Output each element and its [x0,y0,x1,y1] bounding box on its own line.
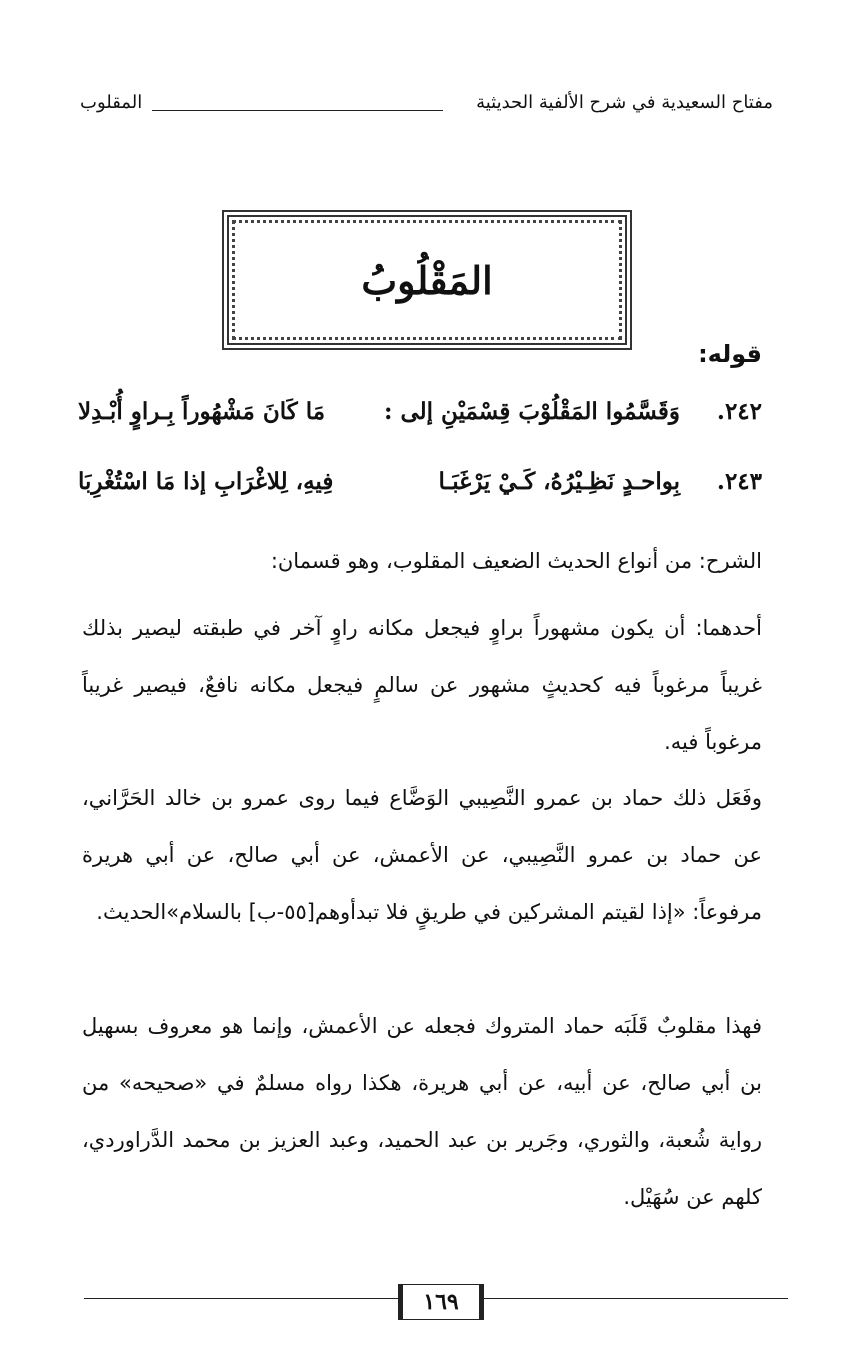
chapter-title: المقلوب [80,92,143,113]
verse-first-hemistich: بِواحـدٍ نَظِـيْرُهُ، كَـيْ يَرْغَبَـا [438,468,680,495]
commentary-paragraph: الشرح: من أنواع الحديث الضعيف المقلوب، وهو قسمان: [270,549,762,573]
book-title: مفتاح السعيدية في شرح الألفية الحديثية [476,92,773,113]
running-header [80,92,773,126]
footer-rule-left [84,1298,398,1299]
commentary-paragraph: وفَعَل ذلك حماد بن عمرو النَّصِيبي الوَضَّاع فيما روى عمرو بن خالد الحَرَّاني، عن حماد بن عمرو النَّصِيبي، عن الأعمش، عن أبي صالح، عن أبي هريرة مرفوعاً: «إذا لقيتم المشركين في طريقٍ فلا تبدأوهم[٥٥-ب] بالسلام»الحديث. [82,786,762,924]
verse-number: ٢٤٢. [716,398,762,425]
commentary-paragraph: فهذا مقلوبٌ قَلَبَه حماد المتروك فجعله عن الأعمش، وإنما هو معروف بسهيل بن أبي صالح، عن أبيه، عن أبي هريرة، هكذا رواه مسلمٌ في «صحيحه» من رواية شُعبة، والثوري، وجَرير بن عبد الحميد، وعبد العزيز بن محمد الدَّراوردي، كلهم عن سُهَيْل. [82,1014,762,1209]
page-number: ١٦٩ [398,1284,484,1320]
verse-second-hemistich: فِيهِ، لِلاغْرَابِ إذا مَا اسْتُغْرِبَا [78,468,334,495]
verse-number: ٢٤٣. [716,468,762,495]
footer-rule-right [484,1298,788,1299]
header-rule [152,110,443,111]
verse-label: قوله: [698,340,762,368]
verse-line [78,398,762,442]
verse-second-hemistich: مَا كَانَ مَشْهُوراً بِـراوٍ أُبْـدِلا [78,398,326,425]
verse-first-hemistich: وَقَسَّمُوا المَقْلُوْبَ قِسْمَيْنِ إلى : [383,398,680,425]
section-title: المَقْلُوبُ [361,257,493,303]
commentary-paragraph: أحدهما: أن يكون مشهوراً براوٍ فيجعل مكانه راوٍ آخر في طبقته ليصير بذلك غريباً مرغوباً فيه كحديثٍ مشهور عن سالمٍ فيجعل مكانه نافعٌ، فيصير غريباً مرغوباً فيه. [82,616,762,754]
verse-line [78,468,762,512]
section-title-frame [222,210,632,350]
